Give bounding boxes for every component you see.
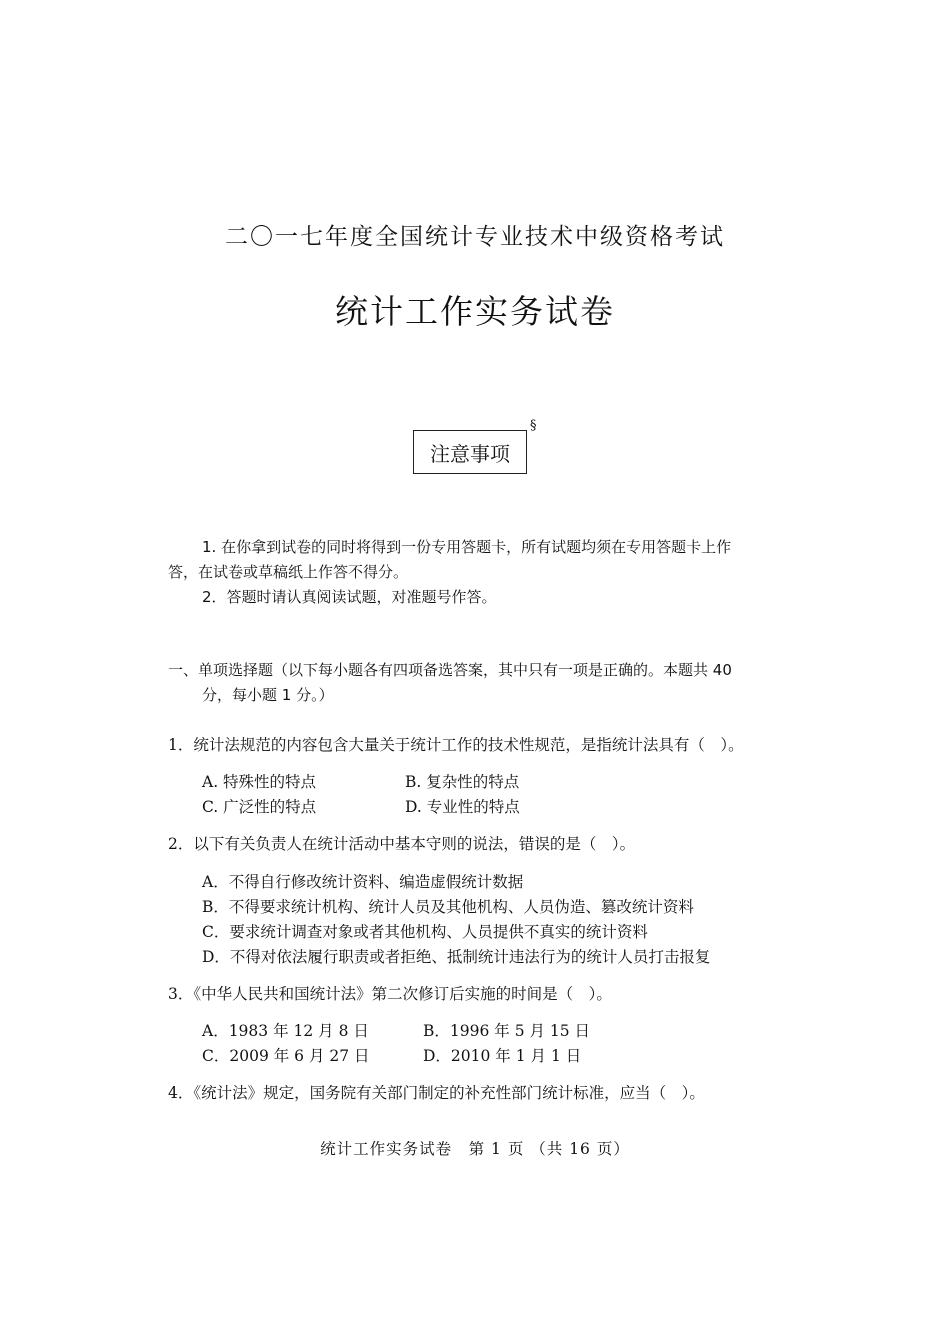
exam-title: 二〇一七年度全国统计专业技术中级资格考试	[225, 224, 725, 250]
q2-option-d: D．不得对依法履行职责或者拒绝、抵制统计违法行为的统计人员打击报复	[202, 948, 711, 966]
section-heading: 一、单项选择题（以下每小题各有四项备选答案，其中只有一项是正确的。本题共 40	[168, 661, 732, 679]
q3-option-a: A．1983 年 12 月 8 日	[202, 1022, 369, 1040]
paper-title: 统计工作实务试卷	[335, 292, 615, 331]
question-4: 4．《统计法》规定，国务院有关部门制定的补充性部门统计标准，应当（ ）。	[168, 1084, 705, 1102]
notice-item-1-cont: 答，在试卷或草稿纸上作答不得分。	[168, 563, 409, 581]
notice-mark: §	[530, 418, 537, 433]
q2-option-c: C．要求统计调查对象或者其他机构、人员提供不真实的统计资料	[202, 923, 648, 941]
q1-option-d: D. 专业性的特点	[405, 798, 520, 816]
question-2: 2．以下有关负责人在统计活动中基本守则的说法，错误的是（ ）。	[168, 835, 636, 853]
q2-option-b: B．不得要求统计机构、统计人员及其他机构、人员伪造、篡改统计资料	[202, 898, 694, 916]
page-footer: 统计工作实务试卷 第 1 页 （共 16 页）	[320, 1140, 630, 1158]
q3-option-b: B．1996 年 5 月 15 日	[423, 1022, 591, 1040]
q3-option-c: C．2009 年 6 月 27 日	[202, 1047, 370, 1065]
q3-option-d: D．2010 年 1 月 1 日	[423, 1047, 582, 1065]
section-heading-cont: 分，每小题 1 分。）	[202, 686, 334, 704]
q1-option-a: A. 特殊性的特点	[202, 773, 317, 791]
notice-item-2: 2．答题时请认真阅读试题，对准题号作答。	[202, 588, 497, 606]
q2-option-a: A．不得自行修改统计资料、编造虚假统计数据	[202, 873, 524, 891]
question-1: 1．统计法规范的内容包含大量关于统计工作的技术性规范，是指统计法具有（ ）。	[168, 736, 744, 754]
question-3: 3．《中华人民共和国统计法》第二次修订后实施的时间是（ ）。	[168, 985, 612, 1003]
q1-option-b: B. 复杂性的特点	[405, 773, 520, 791]
notice-item-1: 1. 在你拿到试卷的同时将得到一份专用答题卡，所有试题均须在专用答题卡上作	[202, 538, 732, 556]
notice-heading-box: 注意事项	[413, 430, 527, 474]
q1-option-c: C. 广泛性的特点	[202, 798, 317, 816]
